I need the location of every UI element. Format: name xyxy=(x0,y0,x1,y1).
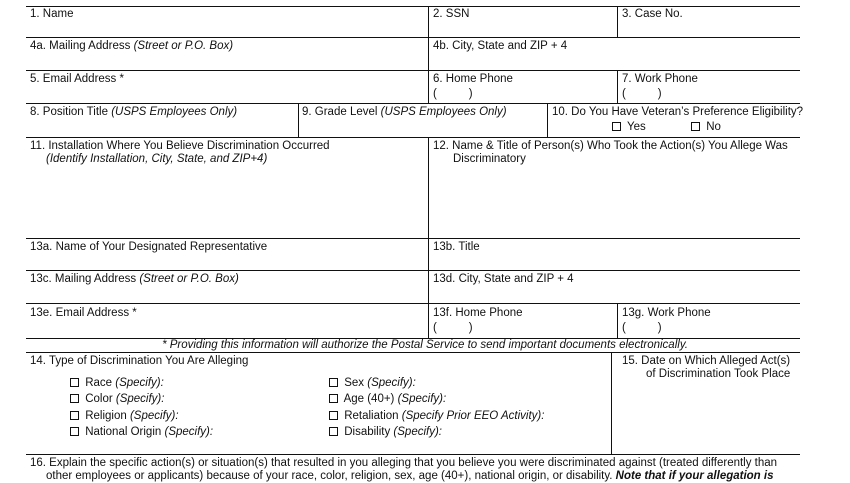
field-6-home-phone-label: 6. Home Phone xyxy=(433,73,513,85)
basis-national-origin-option[interactable] xyxy=(70,426,213,439)
rule-top xyxy=(26,6,800,7)
checkbox-icon[interactable] xyxy=(70,394,79,403)
field-11-label-line1: 11. Installation Where You Believe Discrimination Occurred xyxy=(30,140,330,152)
field-11-label-line2: (Identify Installation, City, State, and ZIP+4) xyxy=(46,153,268,165)
basis-religion-note: (Specify): xyxy=(129,410,179,422)
field-16-line2-text: other employees or applicants) because of your race, color, religion, sex, age (40+), national origin, or disability. xyxy=(46,470,613,482)
field-3-case-label: 3. Case No. xyxy=(622,8,683,20)
field-13b-label: 13b. Title xyxy=(433,241,480,253)
basis-race-option[interactable] xyxy=(70,377,164,390)
col-divider-6 xyxy=(428,137,429,338)
field-10-label: 10. Do You Have Veteran’s Preference Eligibility? xyxy=(552,106,804,118)
field-8-title: 8. Position Title xyxy=(30,106,108,118)
checkbox-icon[interactable] xyxy=(329,394,338,403)
field-13c-title: 13c. Mailing Address xyxy=(30,273,137,285)
field-15-label-line1: 15. Date on Which Alleged Act(s) xyxy=(622,355,791,367)
checkbox-icon[interactable] xyxy=(70,378,79,387)
field-7-phone-parens: ( ) xyxy=(622,88,662,100)
basis-race-label: Race xyxy=(85,377,113,389)
field-13a-label: 13a. Name of Your Designated Representative xyxy=(30,241,268,253)
field-13d-label: 13d. City, State and ZIP + 4 xyxy=(433,273,574,285)
field-15-label-line2: of Discrimination Took Place xyxy=(646,368,791,380)
field-14-label: 14. Type of Discrimination You Are Alleging xyxy=(30,355,249,367)
field-7-work-phone-label: 7. Work Phone xyxy=(622,73,698,85)
veteran-yes-option[interactable] xyxy=(612,121,646,134)
basis-color-label: Color xyxy=(85,393,113,405)
basis-disability-label: Disability xyxy=(344,426,391,438)
rule-3 xyxy=(26,103,800,104)
basis-sex-option[interactable] xyxy=(329,377,416,390)
field-4a-note: (Street or P.O. Box) xyxy=(133,40,234,52)
field-13e-label: 13e. Email Address * xyxy=(30,307,137,319)
field-8-label xyxy=(30,106,237,119)
field-16-line2-emphasis: Note that if your allegation is xyxy=(615,470,774,482)
basis-age-label: Age (40+) xyxy=(343,393,395,405)
field-9-label xyxy=(302,106,507,119)
basis-religion-label: Religion xyxy=(85,410,127,422)
field-4a-title: 4a. Mailing Address xyxy=(30,40,131,52)
field-8-note: (USPS Employees Only) xyxy=(111,106,238,118)
col-divider-4 xyxy=(298,103,299,138)
checkbox-icon[interactable] xyxy=(70,427,79,436)
rule-10 xyxy=(26,454,800,455)
checkbox-icon[interactable] xyxy=(329,411,338,420)
field-2-ssn-label: 2. SSN xyxy=(433,8,470,20)
rule-2 xyxy=(26,70,800,71)
veteran-no-label: No xyxy=(706,121,721,133)
field-9-title: 9. Grade Level xyxy=(302,106,378,118)
field-13g-label: 13g. Work Phone xyxy=(622,307,711,319)
veteran-no-option[interactable] xyxy=(691,121,721,134)
field-16-line2 xyxy=(46,470,774,483)
field-1-name-label: 1. Name xyxy=(30,8,74,20)
basis-color-option[interactable] xyxy=(70,393,164,406)
rule-4 xyxy=(26,137,800,138)
checkbox-icon[interactable] xyxy=(329,427,338,436)
basis-age-note: (Specify): xyxy=(397,393,447,405)
col-divider-7 xyxy=(617,303,618,338)
basis-sex-note: (Specify): xyxy=(367,377,416,389)
basis-sex-label: Sex xyxy=(344,377,365,389)
checkbox-icon[interactable] xyxy=(329,378,338,387)
field-4b-label: 4b. City, State and ZIP + 4 xyxy=(433,40,568,52)
rule-5 xyxy=(26,238,800,239)
field-13c-note: (Street or P.O. Box) xyxy=(139,273,239,285)
basis-disability-option[interactable] xyxy=(329,426,442,439)
field-9-note: (USPS Employees Only) xyxy=(380,106,507,118)
field-13g-phone-parens: ( ) xyxy=(622,322,662,334)
field-12-label-line2: Discriminatory xyxy=(453,153,526,165)
basis-retaliation-note: (Specify Prior EEO Activity): xyxy=(401,410,545,422)
checkbox-icon[interactable] xyxy=(612,122,621,131)
basis-national-origin-note: (Specify): xyxy=(164,426,214,438)
veteran-yes-label: Yes xyxy=(627,121,646,133)
electronic-notice: * Providing this information will authorize the Postal Service to send important documents electronically. xyxy=(162,339,688,351)
col-divider-3 xyxy=(617,70,618,104)
field-13f-label: 13f. Home Phone xyxy=(433,307,523,319)
rule-6 xyxy=(26,270,800,271)
field-4a-label xyxy=(30,40,233,53)
basis-retaliation-label: Retaliation xyxy=(344,410,399,422)
field-5-email-label: 5. Email Address * xyxy=(30,73,124,85)
field-6-phone-parens: ( ) xyxy=(433,88,473,100)
col-divider-5 xyxy=(547,103,548,138)
col-divider-2 xyxy=(617,6,618,38)
rule-9 xyxy=(26,352,800,353)
field-16-line1: 16. Explain the specific action(s) or situation(s) that resulted in you alleging that you believe you were discriminated against (treated differently than xyxy=(30,457,778,469)
rule-7 xyxy=(26,303,800,304)
checkbox-icon[interactable] xyxy=(70,411,79,420)
field-13f-phone-parens: ( ) xyxy=(433,322,473,334)
field-12-label-line1: 12. Name & Title of Person(s) Who Took the Action(s) You Allege Was xyxy=(433,140,788,152)
col-divider-1 xyxy=(428,6,429,104)
basis-national-origin-label: National Origin xyxy=(85,426,162,438)
checkbox-icon[interactable] xyxy=(691,122,700,131)
basis-disability-note: (Specify): xyxy=(393,426,442,438)
basis-color-note: (Specify): xyxy=(115,393,165,405)
basis-retaliation-option[interactable] xyxy=(329,410,544,423)
basis-age-option[interactable] xyxy=(329,393,446,406)
basis-religion-option[interactable] xyxy=(70,410,179,423)
rule-1 xyxy=(26,37,800,38)
col-divider-8 xyxy=(611,352,612,454)
field-13c-label xyxy=(30,273,239,286)
basis-race-note: (Specify): xyxy=(115,377,164,389)
